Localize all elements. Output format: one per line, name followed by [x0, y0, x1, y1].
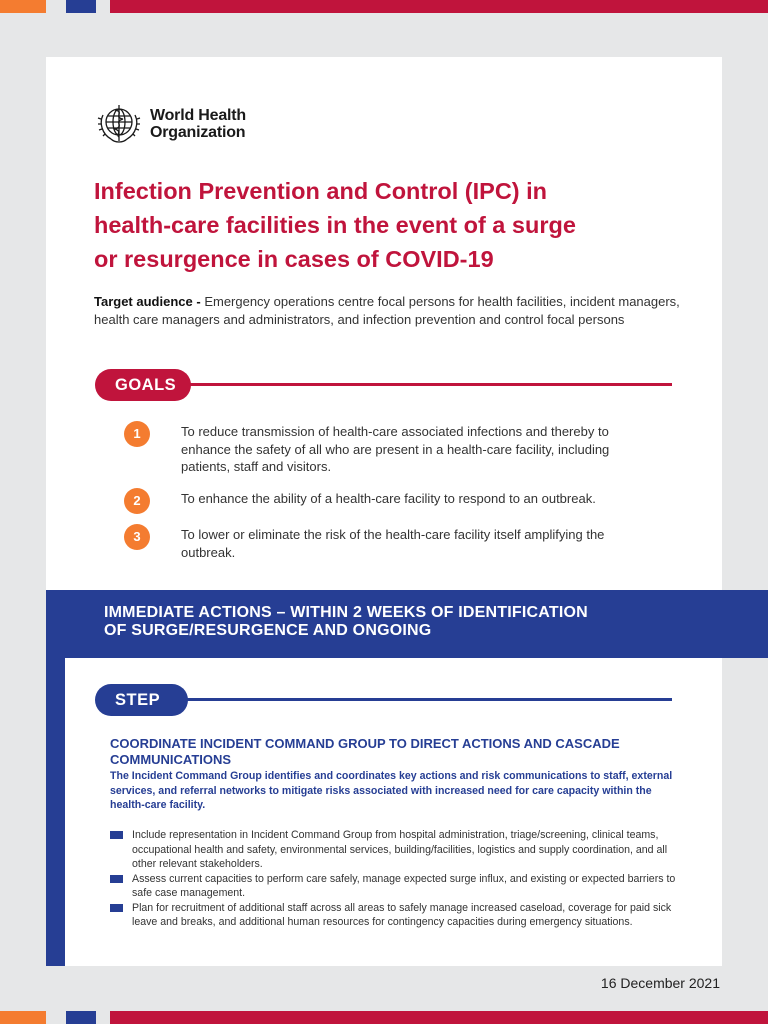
logo-line-1: World Health — [150, 107, 246, 124]
who-logo-text — [150, 107, 246, 141]
step-1-description: The Incident Command Group identifies and coordinates key actions and risk communications to staff, external services, and referral networks to mitigate risks associated with increased need for care capacity within the health-care facility. — [110, 770, 673, 811]
title-line-3: or resurgence in cases of COVID-19 — [94, 246, 494, 272]
bottom-bar-gray-segment — [46, 1011, 66, 1024]
actions-heading-line-2: OF SURGE/RESURGENCE AND ONGOING — [104, 622, 432, 639]
goals-divider — [185, 383, 672, 386]
top-bar-gray-segment — [46, 0, 66, 13]
square-bullet-icon — [110, 831, 123, 839]
bullet-text: Plan for recruitment of additional staff across all areas to safely manage increased caseload, coverage for paid sick leave and breaks, and additional human resources for contingency capacities during emergency situations. — [132, 901, 672, 928]
list-item — [110, 828, 680, 872]
title-line-1: Infection Prevention and Control (IPC) in — [94, 178, 548, 204]
who-logo — [94, 101, 246, 147]
immediate-actions-heading — [104, 604, 704, 640]
square-bullet-icon — [110, 875, 123, 883]
bottom-bar-blue-segment — [66, 1011, 96, 1024]
document-title — [94, 174, 694, 276]
goal-text: To enhance the ability of a health-care facility to respond to an outbreak. — [181, 491, 596, 506]
top-bar-orange-segment — [0, 0, 46, 13]
top-bar-gap-segment — [96, 0, 110, 13]
goal-number-badge: 2 — [124, 488, 150, 514]
goal-text: To lower or eliminate the risk of the health-care facility itself amplifying the outbreak. — [181, 527, 605, 560]
logo-line-2: Organization — [150, 124, 246, 141]
bottom-bar-red-segment — [110, 1011, 768, 1024]
who-emblem-icon — [94, 101, 144, 147]
goal-number-badge: 3 — [124, 524, 150, 550]
title-line-2: health-care facilities in the event of a surge — [94, 212, 576, 238]
target-audience-text: Emergency operations centre focal persons for health facilities, incident managers, health care managers and administrators, and infection prevention and control focal persons — [94, 294, 680, 327]
target-audience — [94, 293, 684, 329]
step-1-divider — [185, 698, 672, 701]
list-item — [110, 872, 680, 901]
goal-text: To reduce transmission of health-care associated infections and thereby to enhance the safety of all who are present in a health-care facility, including patients, staff and visitors. — [181, 424, 610, 474]
list-item — [110, 901, 680, 930]
bullet-text: Include representation in Incident Command Group from hospital administration, triage/screening, clinical teams, occupational health and safety, environmental services, building/facilities, logistics and supply coordination, and all other relevant stakeholders. — [132, 829, 668, 870]
square-bullet-icon — [110, 904, 123, 912]
publication-date: 16 December 2021 — [600, 975, 720, 991]
top-color-bar — [0, 0, 768, 13]
actions-heading-line-1: IMMEDIATE ACTIONS – WITHIN 2 WEEKS OF IDENTIFICATION — [104, 604, 588, 621]
step-1-heading: COORDINATE INCIDENT COMMAND GROUP TO DIRECT ACTIONS AND CASCADE COMMUNICATIONS — [110, 736, 620, 767]
top-bar-red-segment — [110, 0, 768, 13]
top-bar-blue-segment — [66, 0, 96, 13]
blue-side-stripe — [46, 658, 65, 966]
step-1-pill: STEP 1 — [95, 684, 188, 716]
bottom-bar-gap-segment — [96, 1011, 110, 1024]
bottom-bar-orange-segment — [0, 1011, 46, 1024]
step-1-header — [95, 684, 672, 741]
goal-number-badge: 1 — [124, 421, 150, 447]
immediate-actions-banner — [46, 590, 768, 658]
goals-header — [95, 369, 672, 401]
bottom-color-bar — [0, 1011, 768, 1024]
target-audience-label: Target audience - — [94, 294, 201, 309]
step-1-bullet-list — [110, 828, 680, 930]
goals-pill: GOALS — [95, 369, 191, 401]
bullet-text: Assess current capacities to perform care safely, manage expected surge influx, and existing or expected barriers to safe case management. — [132, 872, 676, 899]
